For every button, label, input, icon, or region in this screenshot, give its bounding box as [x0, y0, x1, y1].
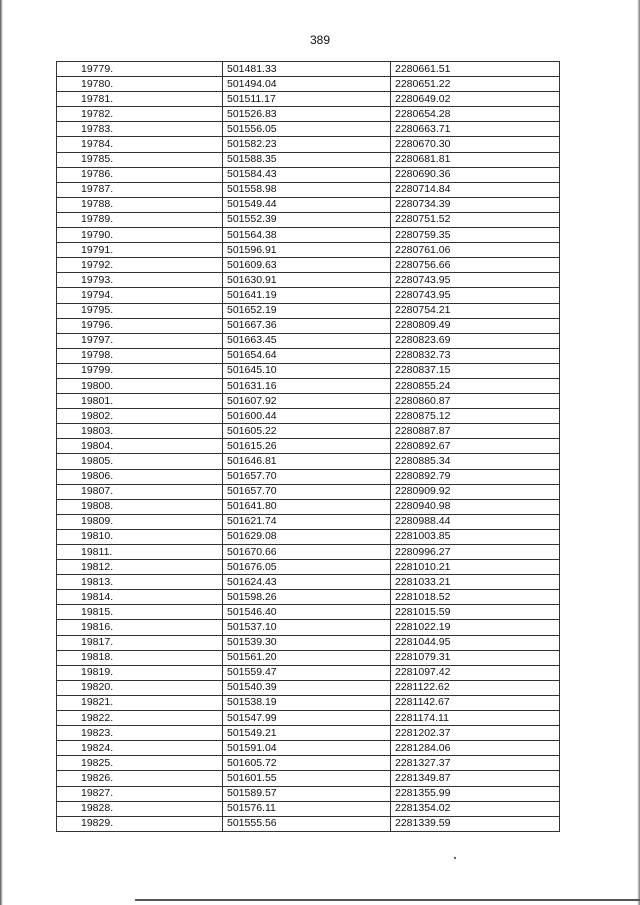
table-row: [57, 243, 560, 258]
table-row: [57, 92, 560, 107]
northing-cell: 2280756.66: [391, 258, 560, 273]
northing-cell: 2280761.06: [391, 243, 560, 258]
easting-cell: 501641.19: [223, 288, 391, 303]
northing-cell: 2280940.98: [391, 499, 560, 514]
easting-cell: 501657.70: [223, 469, 391, 484]
easting-cell: 501601.55: [223, 771, 391, 786]
table-row: [57, 575, 560, 590]
northing-cell: 2280670.30: [391, 137, 560, 152]
northing-cell: 2280837.15: [391, 363, 560, 378]
table-row: [57, 424, 560, 439]
easting-cell: 501621.74: [223, 514, 391, 529]
point-number-cell: 19821.: [57, 695, 223, 710]
easting-cell: 501538.19: [223, 695, 391, 710]
easting-cell: 501540.39: [223, 680, 391, 695]
easting-cell: 501605.22: [223, 424, 391, 439]
table-row: [57, 288, 560, 303]
table-row: [57, 560, 560, 575]
table-row: [57, 152, 560, 167]
point-number-cell: 19783.: [57, 122, 223, 137]
northing-cell: 2281022.19: [391, 620, 560, 635]
point-number-cell: 19801.: [57, 394, 223, 409]
northing-cell: 2281010.21: [391, 560, 560, 575]
table-row: [57, 469, 560, 484]
easting-cell: 501537.10: [223, 620, 391, 635]
table-row: [57, 484, 560, 499]
table-row: [57, 303, 560, 318]
easting-cell: 501596.91: [223, 243, 391, 258]
table-row: [57, 182, 560, 197]
northing-cell: 2280809.49: [391, 318, 560, 333]
northing-cell: 2280734.39: [391, 197, 560, 212]
easting-cell: 501582.23: [223, 137, 391, 152]
table-row: [57, 333, 560, 348]
point-number-cell: 19780.: [57, 77, 223, 92]
point-number-cell: 19816.: [57, 620, 223, 635]
easting-cell: 501588.35: [223, 152, 391, 167]
easting-cell: 501494.04: [223, 77, 391, 92]
table-row: [57, 167, 560, 182]
table-row: [57, 816, 560, 831]
point-number-cell: 19809.: [57, 514, 223, 529]
table-row: [57, 514, 560, 529]
northing-cell: 2280832.73: [391, 348, 560, 363]
northing-cell: 2280743.95: [391, 273, 560, 288]
point-number-cell: 19807.: [57, 484, 223, 499]
northing-cell: 2281033.21: [391, 575, 560, 590]
table-row: [57, 771, 560, 786]
northing-cell: 2280909.92: [391, 484, 560, 499]
point-number-cell: 19823.: [57, 726, 223, 741]
northing-cell: 2280743.95: [391, 288, 560, 303]
easting-cell: 501629.08: [223, 529, 391, 544]
easting-cell: 501552.39: [223, 212, 391, 227]
table-row: [57, 605, 560, 620]
northing-cell: 2281355.99: [391, 786, 560, 801]
northing-cell: 2280892.79: [391, 469, 560, 484]
easting-cell: 501511.17: [223, 92, 391, 107]
point-number-cell: 19790.: [57, 228, 223, 243]
northing-cell: 2281284.06: [391, 741, 560, 756]
scan-bottom-rule: [135, 899, 640, 901]
point-number-cell: 19785.: [57, 152, 223, 167]
easting-cell: 501564.38: [223, 228, 391, 243]
table-row: [57, 122, 560, 137]
point-number-cell: 19813.: [57, 575, 223, 590]
point-number-cell: 19818.: [57, 650, 223, 665]
easting-cell: 501589.57: [223, 786, 391, 801]
northing-cell: 2280988.44: [391, 514, 560, 529]
easting-cell: 501526.83: [223, 107, 391, 122]
table-row: [57, 590, 560, 605]
northing-cell: 2281339.59: [391, 816, 560, 831]
easting-cell: 501598.26: [223, 590, 391, 605]
point-number-cell: 19788.: [57, 197, 223, 212]
point-number-cell: 19791.: [57, 243, 223, 258]
table-row: [57, 318, 560, 333]
point-number-cell: 19829.: [57, 816, 223, 831]
easting-cell: 501607.92: [223, 394, 391, 409]
easting-cell: 501539.30: [223, 635, 391, 650]
northing-cell: 2280875.12: [391, 409, 560, 424]
northing-cell: 2280651.22: [391, 77, 560, 92]
table-row: [57, 665, 560, 680]
easting-cell: 501481.33: [223, 62, 391, 77]
table-row: [57, 454, 560, 469]
point-number-cell: 19797.: [57, 333, 223, 348]
northing-cell: 2281044.95: [391, 635, 560, 650]
point-number-cell: 19827.: [57, 786, 223, 801]
table-row: [57, 348, 560, 363]
northing-cell: 2281097.42: [391, 665, 560, 680]
table-row: [57, 499, 560, 514]
easting-cell: 501663.45: [223, 333, 391, 348]
easting-cell: 501559.47: [223, 665, 391, 680]
coordinates-table-body: [57, 62, 560, 832]
northing-cell: 2280759.35: [391, 228, 560, 243]
northing-cell: 2280751.52: [391, 212, 560, 227]
point-number-cell: 19828.: [57, 801, 223, 816]
easting-cell: 501631.16: [223, 378, 391, 393]
point-number-cell: 19798.: [57, 348, 223, 363]
table-row: [57, 258, 560, 273]
northing-cell: 2280663.71: [391, 122, 560, 137]
northing-cell: 2280855.24: [391, 378, 560, 393]
northing-cell: 2280860.87: [391, 394, 560, 409]
table-row: [57, 801, 560, 816]
point-number-cell: 19820.: [57, 680, 223, 695]
northing-cell: 2280892.67: [391, 439, 560, 454]
scan-speck: [454, 857, 456, 859]
point-number-cell: 19779.: [57, 62, 223, 77]
easting-cell: 501670.66: [223, 545, 391, 560]
northing-cell: 2281327.37: [391, 756, 560, 771]
easting-cell: 501555.56: [223, 816, 391, 831]
point-number-cell: 19781.: [57, 92, 223, 107]
table-row: [57, 228, 560, 243]
table-row: [57, 107, 560, 122]
point-number-cell: 19814.: [57, 590, 223, 605]
northing-cell: 2280714.84: [391, 182, 560, 197]
table-row: [57, 212, 560, 227]
easting-cell: 501676.05: [223, 560, 391, 575]
easting-cell: 501615.26: [223, 439, 391, 454]
northing-cell: 2280654.28: [391, 107, 560, 122]
easting-cell: 501667.36: [223, 318, 391, 333]
point-number-cell: 19786.: [57, 167, 223, 182]
easting-cell: 501630.91: [223, 273, 391, 288]
point-number-cell: 19824.: [57, 741, 223, 756]
table-row: [57, 363, 560, 378]
easting-cell: 501600.44: [223, 409, 391, 424]
northing-cell: 2281142.67: [391, 695, 560, 710]
easting-cell: 501654.64: [223, 348, 391, 363]
point-number-cell: 19825.: [57, 756, 223, 771]
table-row: [57, 62, 560, 77]
easting-cell: 501547.99: [223, 711, 391, 726]
northing-cell: 2281354.02: [391, 801, 560, 816]
northing-cell: 2280996.27: [391, 545, 560, 560]
point-number-cell: 19792.: [57, 258, 223, 273]
point-number-cell: 19815.: [57, 605, 223, 620]
northing-cell: 2281122.62: [391, 680, 560, 695]
northing-cell: 2280823.69: [391, 333, 560, 348]
easting-cell: 501605.72: [223, 756, 391, 771]
point-number-cell: 19822.: [57, 711, 223, 726]
northing-cell: 2280754.21: [391, 303, 560, 318]
table-row: [57, 197, 560, 212]
table-row: [57, 77, 560, 92]
point-number-cell: 19787.: [57, 182, 223, 197]
table-row: [57, 786, 560, 801]
point-number-cell: 19811.: [57, 545, 223, 560]
coordinates-table: [56, 61, 560, 832]
northing-cell: 2281003.85: [391, 529, 560, 544]
easting-cell: 501645.10: [223, 363, 391, 378]
point-number-cell: 19800.: [57, 378, 223, 393]
table-row: [57, 439, 560, 454]
easting-cell: 501561.20: [223, 650, 391, 665]
easting-cell: 501549.21: [223, 726, 391, 741]
table-row: [57, 137, 560, 152]
table-row: [57, 756, 560, 771]
northing-cell: 2280690.36: [391, 167, 560, 182]
point-number-cell: 19796.: [57, 318, 223, 333]
northing-cell: 2281202.37: [391, 726, 560, 741]
point-number-cell: 19805.: [57, 454, 223, 469]
easting-cell: 501549.44: [223, 197, 391, 212]
easting-cell: 501641.80: [223, 499, 391, 514]
northing-cell: 2280681.81: [391, 152, 560, 167]
northing-cell: 2280887.87: [391, 424, 560, 439]
table-row: [57, 650, 560, 665]
point-number-cell: 19799.: [57, 363, 223, 378]
table-row: [57, 726, 560, 741]
point-number-cell: 19806.: [57, 469, 223, 484]
easting-cell: 501646.81: [223, 454, 391, 469]
point-number-cell: 19803.: [57, 424, 223, 439]
northing-cell: 2280885.34: [391, 454, 560, 469]
scan-edge-left: [0, 0, 3, 905]
easting-cell: 501624.43: [223, 575, 391, 590]
table-row: [57, 620, 560, 635]
table-row: [57, 635, 560, 650]
point-number-cell: 19793.: [57, 273, 223, 288]
point-number-cell: 19795.: [57, 303, 223, 318]
northing-cell: 2281174.11: [391, 711, 560, 726]
point-number-cell: 19802.: [57, 409, 223, 424]
table-row: [57, 273, 560, 288]
point-number-cell: 19812.: [57, 560, 223, 575]
point-number-cell: 19804.: [57, 439, 223, 454]
table-row: [57, 711, 560, 726]
northing-cell: 2281015.59: [391, 605, 560, 620]
table-row: [57, 529, 560, 544]
table-row: [57, 378, 560, 393]
point-number-cell: 19817.: [57, 635, 223, 650]
table-row: [57, 545, 560, 560]
page-number: 389: [309, 33, 331, 47]
northing-cell: 2280649.02: [391, 92, 560, 107]
easting-cell: 501584.43: [223, 167, 391, 182]
northing-cell: 2281349.87: [391, 771, 560, 786]
point-number-cell: 19782.: [57, 107, 223, 122]
point-number-cell: 19819.: [57, 665, 223, 680]
northing-cell: 2280661.51: [391, 62, 560, 77]
point-number-cell: 19784.: [57, 137, 223, 152]
table-row: [57, 680, 560, 695]
easting-cell: 501609.63: [223, 258, 391, 273]
table-row: [57, 394, 560, 409]
easting-cell: 501576.11: [223, 801, 391, 816]
easting-cell: 501591.04: [223, 741, 391, 756]
northing-cell: 2281079.31: [391, 650, 560, 665]
easting-cell: 501657.70: [223, 484, 391, 499]
easting-cell: 501652.19: [223, 303, 391, 318]
easting-cell: 501546.40: [223, 605, 391, 620]
table-row: [57, 695, 560, 710]
table-row: [57, 741, 560, 756]
point-number-cell: 19808.: [57, 499, 223, 514]
easting-cell: 501556.05: [223, 122, 391, 137]
northing-cell: 2281018.52: [391, 590, 560, 605]
easting-cell: 501558.98: [223, 182, 391, 197]
point-number-cell: 19810.: [57, 529, 223, 544]
point-number-cell: 19794.: [57, 288, 223, 303]
table-row: [57, 409, 560, 424]
point-number-cell: 19789.: [57, 212, 223, 227]
point-number-cell: 19826.: [57, 771, 223, 786]
